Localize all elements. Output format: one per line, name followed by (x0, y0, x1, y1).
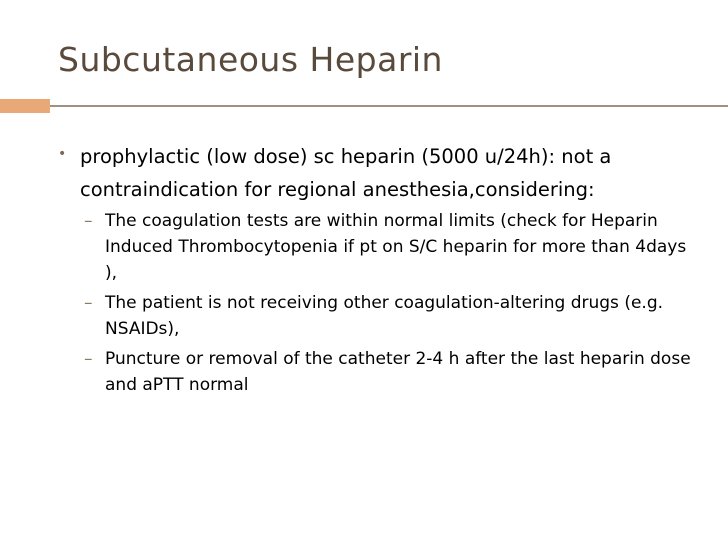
title-accent-bar (0, 99, 50, 113)
sub-bullet-item (58, 208, 698, 286)
sub-bullet-text: The patient is not receiving other coagulation-altering drugs (e.g. NSAIDs), (105, 293, 664, 339)
slide-body (58, 140, 698, 402)
bullet-item (58, 140, 698, 206)
sub-bullet-text: The coagulation tests are within normal limits (check for Heparin Induced Thrombocytopenia if pt on S/C heparin for more than 4days ), (105, 211, 687, 283)
sub-bullet-text: Puncture or removal of the catheter 2-4 h after the last heparin dose and aPTT normal (105, 349, 691, 395)
bullet-icon: • (58, 146, 67, 162)
bullet-text: prophylactic (low dose) sc heparin (5000 u/24h): not a contraindication for regional anesthesia,considering: (80, 145, 612, 201)
dash-icon: – (84, 211, 93, 231)
title-divider (50, 105, 728, 107)
slide-title: Subcutaneous Heparin (58, 40, 443, 79)
dash-icon: – (84, 293, 93, 313)
sub-bullet-item (58, 346, 698, 398)
sub-bullet-list (58, 208, 698, 398)
sub-bullet-item (58, 290, 698, 342)
dash-icon: – (84, 349, 93, 369)
